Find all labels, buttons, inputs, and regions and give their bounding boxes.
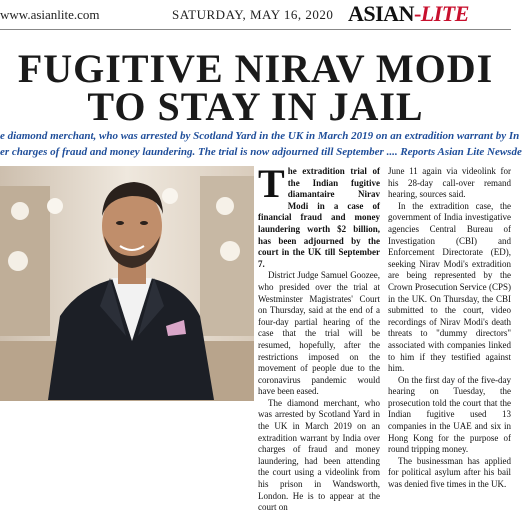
standfirst (0, 128, 522, 160)
article-paragraph: On the first day of the five-day hearing on Tuesday, the prosecution told the court that the Indian fugitive used 13 companies in the UAE and six in Hong Kong for the purpose of round tripping money. (388, 374, 511, 455)
lead-text: he extradition trial of the Indian fugitive diamantaire Nirav Modi in a case of financial fraud and money laundering worth $2 billion, has been adjourned by the court in the UK till September 7. (258, 166, 380, 269)
masthead (0, 0, 511, 30)
standfirst-line-1: e diamond merchant, who was arrested by Scotland Yard in the UK in March 2019 on an extradition warrant by In (0, 130, 520, 142)
article-paragraph: The businessman has applied for political asylum after his bail was denied five times in the UK. (388, 455, 511, 490)
article-paragraph: District Judge Samuel Goozee, who presided over the trial at Westminster Magistrates' Court on Thursday, said at the end of a four-day partial hearing of the case that the trial will be resumed, hopefully, after the restrictions imposed on the movement of people due to the coronavirus pandemic would have been eased. (258, 270, 380, 397)
article-paragraph: In the extradition case, the government of India investigative agencies Central Bureau of Investigation (CBI) and Enforcement Directorate (ED), seeking Nirav Modi's extradition are being represented by the Crown Prosecution Service (CPS) in the UK. On Thursday, the CBI submitted to the court, video recordings of Nirav Modi's death threats to "dummy directors" associated with companies linked to him if they testified against him. (388, 200, 511, 374)
article-paragraph: The diamond merchant, who was arrested by Scotland Yard in the UK in March 2019 on an extradition warrant by India over charges of fraud and money laundering, had been attending the court using a videolink from his prison in Wandsworth, London. He is to appear at the court on (258, 397, 380, 513)
portrait-illustration (0, 166, 254, 400)
logo-dash: - (413, 1, 421, 26)
headline-line-2: TO STAY IN JAIL (87, 84, 424, 129)
article-column-1 (258, 161, 380, 513)
logo-asian: ASIAN (348, 1, 414, 26)
standfirst-line-2: er charges of fraud and money laundering. The trial is now adjourned till September .... Reports Asian Lite Newsde (0, 146, 522, 158)
masthead-date: SATURDAY, MAY 16, 2020 (172, 7, 334, 22)
drop-cap: T (258, 161, 285, 206)
article-lead-paragraph (258, 161, 380, 270)
nirav-modi-photo (0, 166, 254, 400)
headline-line-1: FUGITIVE NIRAV MODI (17, 46, 494, 91)
article-column-2 (388, 166, 511, 490)
article-paragraph: June 11 again via videolink for his 28-day call-over remand hearing, sources said. (388, 166, 511, 200)
logo-lite: LITE (420, 1, 469, 26)
asian-lite-logo (348, 1, 469, 27)
headline (0, 46, 511, 129)
masthead-url[interactable]: www.asianlite.com (0, 7, 100, 22)
